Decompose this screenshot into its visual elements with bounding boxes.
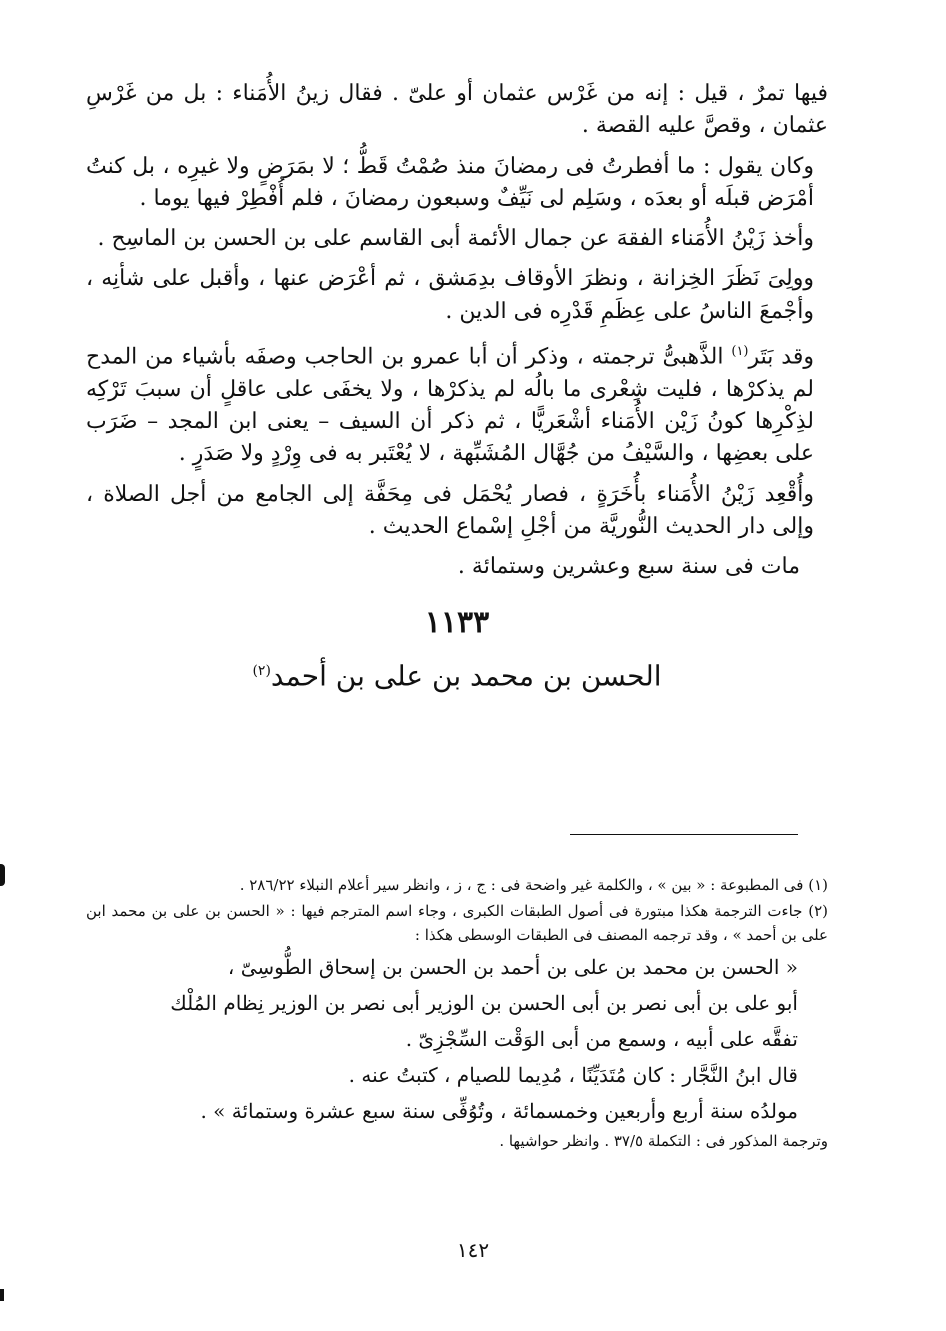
entry-number: ١١٣٣ <box>424 605 490 641</box>
scan-edge-mark-bottom <box>0 1289 4 1301</box>
paragraph-5-start: وقد بَتَر <box>748 344 814 370</box>
quote-line-5: مولدُه سنة أربع وأربعين وخمسمائة ، وتُوُفِّى سنة سبع عشرة وستمائة » . <box>200 1099 798 1123</box>
entry-title-text: الحسن بن محمد بن على بن أحمد <box>270 659 662 693</box>
quote-line-1: « الحسن بن محمد بن على بن أحمد بن الحسن بن إسحاق الطُّوسِىّ ، <box>227 955 798 979</box>
paragraph-7: مات فى سنة سبع وعشرين وستمائة . <box>457 554 800 580</box>
paragraph-5-rest: الذَّهبىُّ ترجمته ، وذكر أن أبا عمرو بن الحاجب وصفَه بأشياء من المدح لم يذكرْها ، فليت شِعْرى ما بالُه لم يذكرْها ، ولا يخفَى على عاقلٍ أن سببَ تَرْكِه لذِكْرِها كونُ زَيْن الأُمَناء أشْعَريًّا ، ثم ذكر أن السيف – يعنى ابن المجد – ضَرَب على بعضِها ، والسَّيْفُ من جُهَّال المُشَبِّهة ، لا يُعْتَبر به فى وِرْدٍ ولا صَدَرٍ . <box>86 344 814 467</box>
page-number: ١٤٢ <box>456 1238 490 1262</box>
footnotes <box>86 873 828 1155</box>
footnote-tail: وترجمة المذكور فى : التكملة ٣٧/٥ . وانظر حواشيها . <box>499 1132 828 1150</box>
paragraph-6: وأُقْعِد زَيْنُ الأُمَناء بأُخَرَةٍ ، فصار يُحْمَل فى مِحَفَّة إلى الجامع من أجل الصلاة ، وإلى دار الحديث النُّوريَّة من أجْلِ إسْماع الحديث . <box>86 481 814 539</box>
paragraph-5 <box>86 336 828 471</box>
footnote-separator <box>570 834 798 835</box>
paragraph-1: فيها تمرٌ ، قيل : إنه من غَرْس عثمان أو علىّ . فقال زينُ الأُمَناء : بل من غَرْسِ عثمان ، وقصَّ عليه القصة . <box>86 81 828 139</box>
paragraph-2: وكان يقول : ما أفطرتُ فى رمضانَ منذ صُمْتُ قَطُّ ؛ لا بمَرَضٍ ولا غيرِه ، بل كنتُ أمْرَض قبلَه أو بعدَه ، وسَلِم لى نَيِّفٌ وسبعون رمضانَ ، فلم أُفْطِرْ فيها يوما . <box>86 153 814 211</box>
paragraph-3: وأخذ زَيْنُ الأُمَناء الفقهَ عن جمال الأئمة أبى القاسم على بن الحسن بن الماسِح . <box>97 226 814 252</box>
footnote-ref-1: (١) <box>731 344 749 360</box>
paragraph-4: وولِىَ نَظَرَ الخِزانة ، ونظرَ الأوقاف بدِمَشق ، ثم أعْرَض عنها ، وأقبل على شأنِه ، وأجْمعَ الناسُ على عِظَمِ قَدْرِه فى الدين . <box>86 266 814 324</box>
scan-edge-mark <box>0 864 5 886</box>
entry-title <box>86 649 828 698</box>
quote-line-2: أبو على بن أبى نصر بن أبى الحسن بن الوزير أبى نصر بن الوزير نِظام المُلْك <box>170 991 798 1015</box>
footnote-2: (٢) جاءت الترجمة هكذا مبتورة فى أصول الطبقات الكبرى ، وجاء اسم المترجم فيها : « الحسن بن على بن محمد ابن على بن أحمد » ، وقد ترجمه المصنف فى الطبقات الوسطى هكذا : <box>86 902 828 944</box>
footnote-1: (١) فى المطبوعة : « بين » ، والكلمة غير واضحة فى : ج ، ز ، وانظر سير أعلام النبلاء ٢٨٦/٢٢ . <box>239 876 828 894</box>
footnote-ref-2: (٢) <box>252 663 271 680</box>
quote-line-3: تفقَّه على أبيه ، وسمع من أبى الوَقْت السِّجْزِىّ . <box>405 1027 798 1051</box>
main-text <box>86 78 828 699</box>
quote-line-4: قال ابنُ النَّجَّار : كان مُتَدَيِّنًا ، مُدِيما للصيام ، كتبتُ عنه . <box>348 1063 798 1087</box>
